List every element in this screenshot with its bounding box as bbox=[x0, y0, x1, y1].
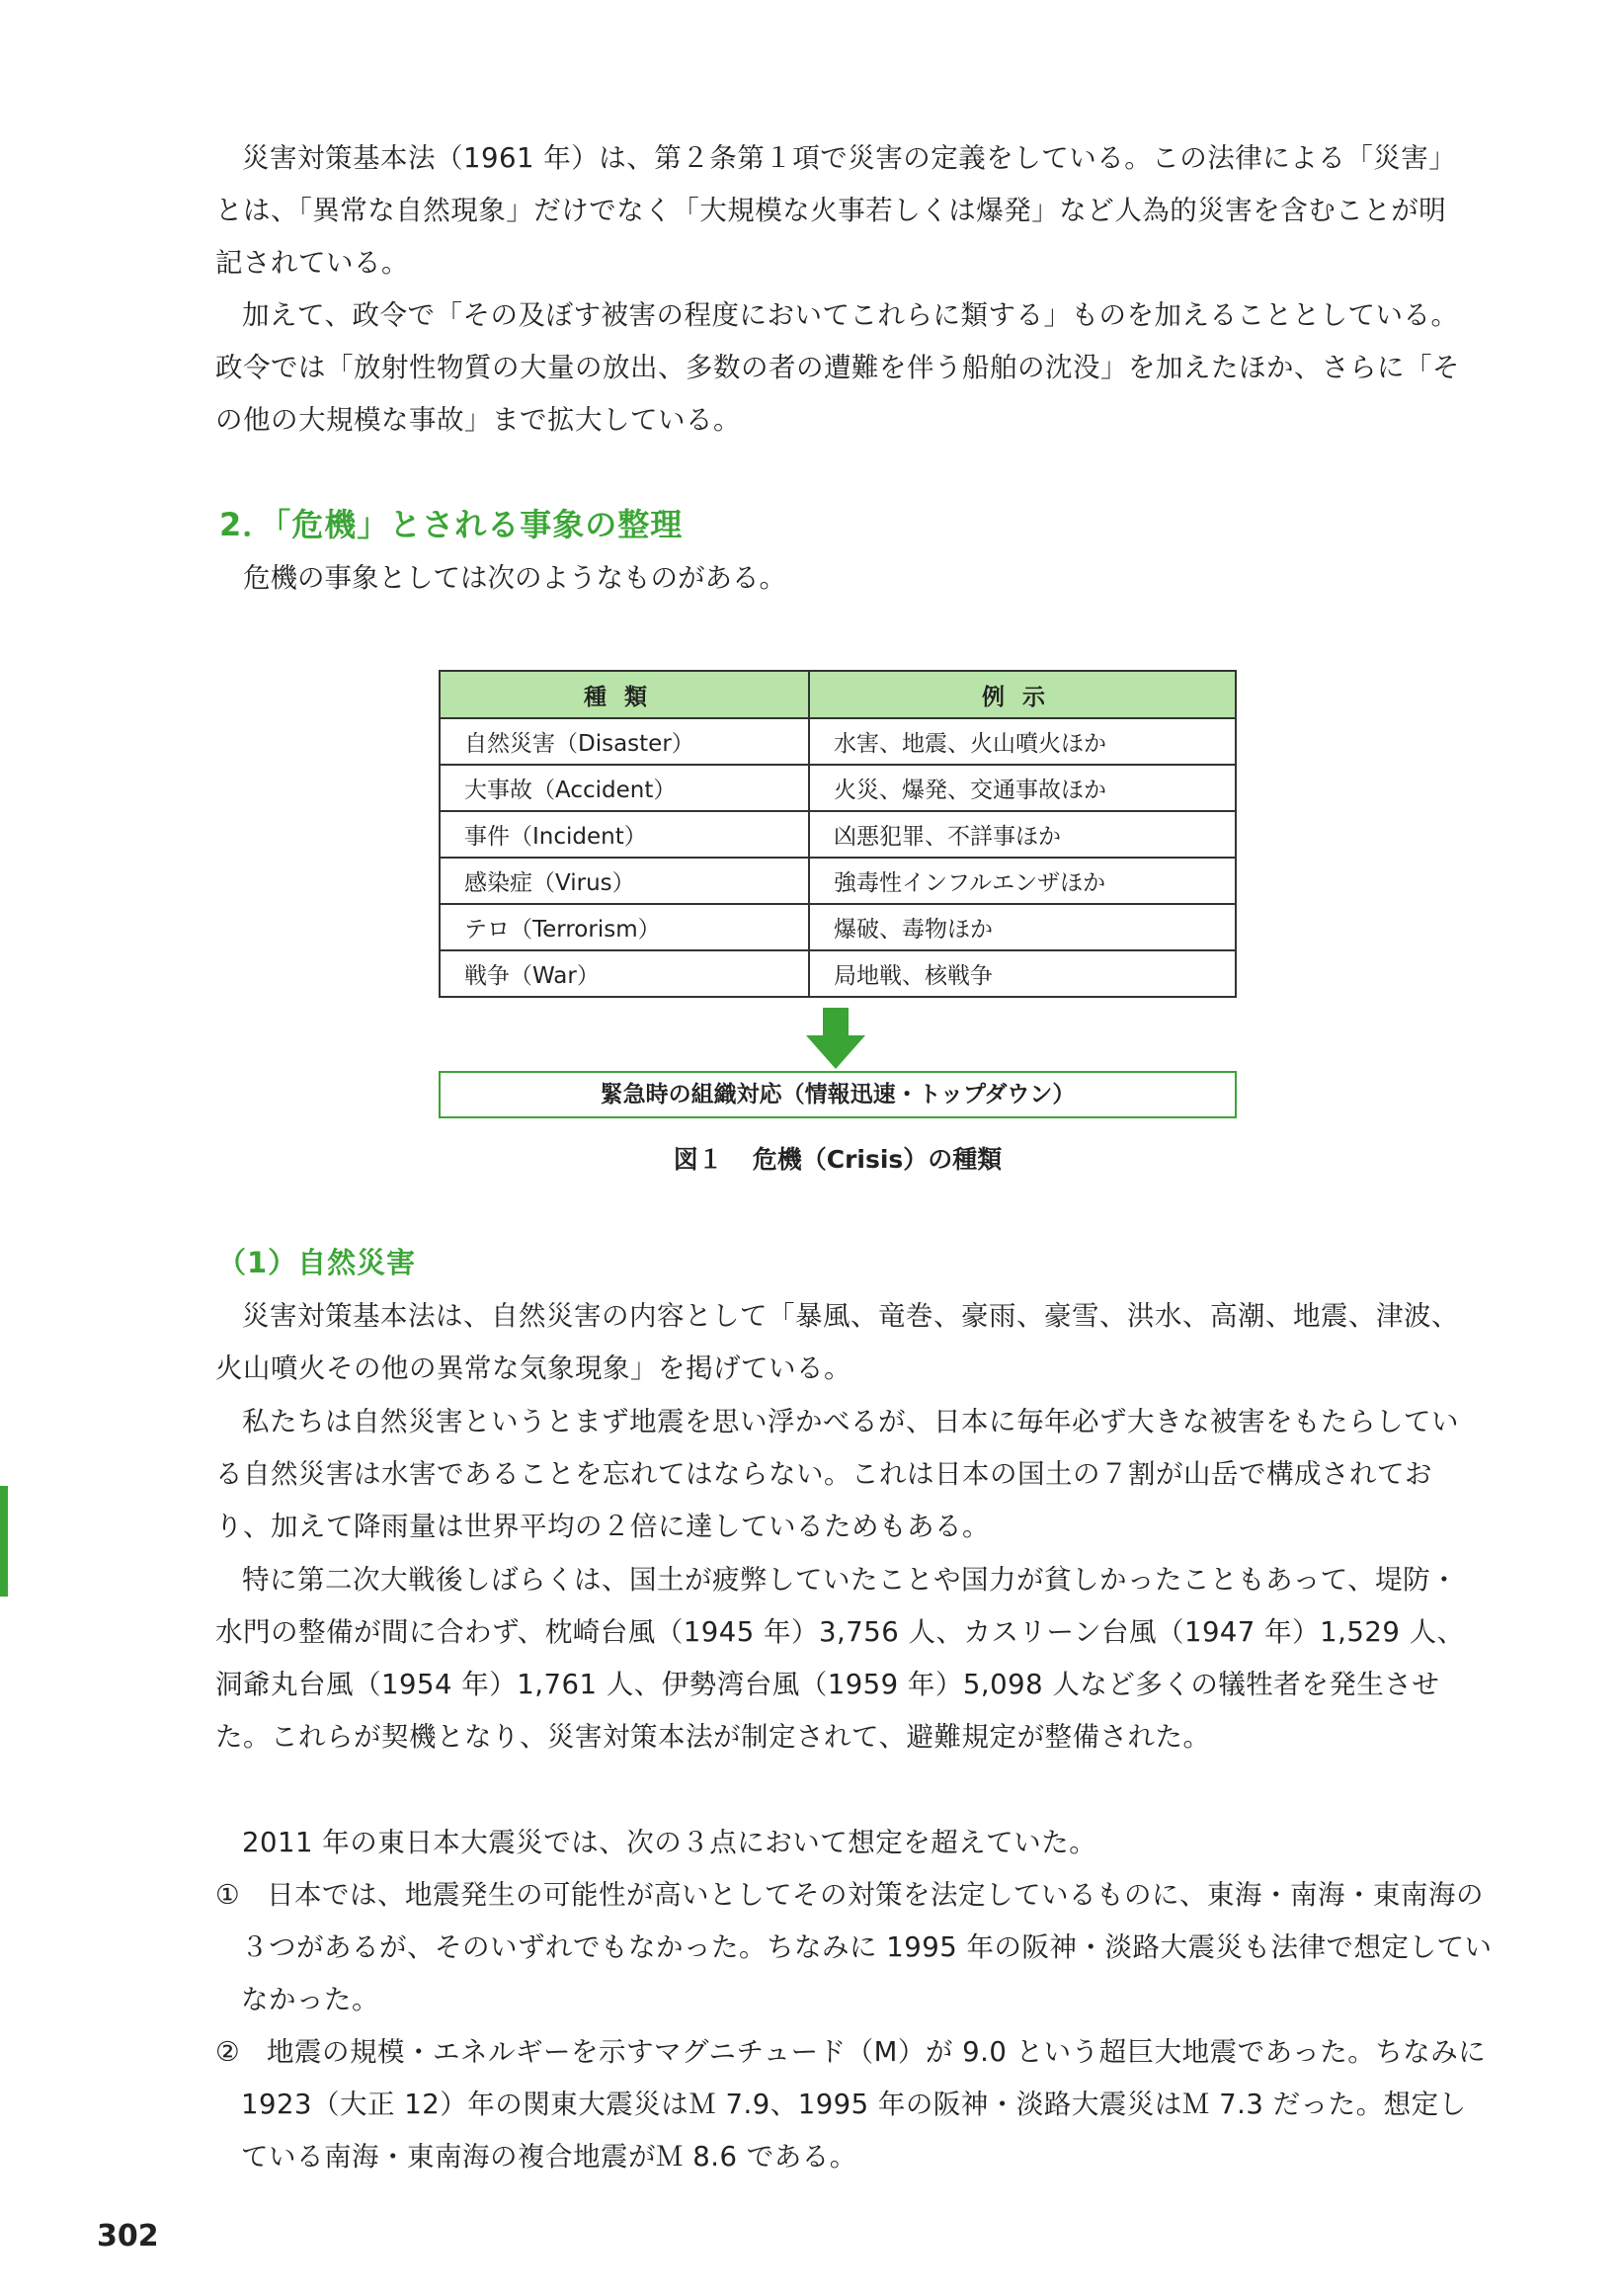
crisis-example-cell: 凶悪犯罪、不詳事ほか bbox=[809, 811, 1236, 858]
list-item-mark: ① bbox=[215, 1879, 241, 1911]
natural-disaster-paragraph-3: 特に第二次大戦後しばらくは、国土が疲弊していたことや国力が貧しかったこともあって、堤防・水門の整備が間に合わず、枕崎台風（1945 年）3,756 人、カスリーン台風（1947 年）1,529 人、洞爺丸台風（1954 年）1,761 人、伊勢湾台風（1959 年）5,098 人など多くの犠牲者を発生させた。これらが契機となり、災害対策本法が制定されて、避難規定が整備された。 bbox=[215, 1564, 1465, 1753]
list-item-mark: ② bbox=[215, 2036, 241, 2068]
crisis-type-cell: 戦争（War） bbox=[440, 950, 809, 997]
subsection-heading-natural-disasters: （1）自然災害 bbox=[217, 1246, 417, 1279]
table-header-row bbox=[440, 671, 1236, 718]
crisis-type-cell: 自然災害（Disaster） bbox=[440, 718, 809, 765]
list-item bbox=[215, 2026, 1494, 2183]
crisis-type-cell: 大事故（Accident） bbox=[440, 765, 809, 811]
emergency-response-box: 緊急時の組織対応（情報迅速・トップダウン） bbox=[439, 1071, 1237, 1118]
table-row bbox=[440, 765, 1236, 811]
natural-disaster-paragraph-2: 私たちは自然災害というとまず地震を思い浮かべるが、日本に毎年必ず大きな被害をもたらしている自然災害は水害であることを忘れてはならない。これは日本の国土の７割が山岳で構成されており、加えて降雨量は世界平均の２倍に達しているためもある。 bbox=[215, 1406, 1459, 1542]
figure-caption bbox=[0, 1140, 1620, 1176]
chapter-side-marker bbox=[0, 1486, 8, 1597]
crisis-example-cell: 爆破、毒物ほか bbox=[809, 904, 1236, 950]
figure-caption-number: 図１ bbox=[673, 1145, 723, 1174]
crisis-example-cell: 水害、地震、火山噴火ほか bbox=[809, 718, 1236, 765]
natural-disaster-paragraph-1: 災害対策基本法は、自然災害の内容として「暴風、竜巻、豪雨、豪雪、洪水、高潮、地震、津波、火山噴火その他の異常な気象現象」を掲げている。 bbox=[215, 1300, 1459, 1384]
intro-paragraph-2: 加えて、政令で「その及ぼす被害の程度においてこれらに類する」ものを加えることとしている。政令では「放射性物質の大量の放出、多数の者の遭難を伴う船舶の沈没」を加えたほか、さらに「その他の大規模な事故」まで拡大している。 bbox=[215, 299, 1460, 436]
crisis-type-cell: 事件（Incident） bbox=[440, 811, 809, 858]
table-row bbox=[440, 858, 1236, 904]
intro-paragraph-1: 災害対策基本法（1961 年）は、第２条第１項で災害の定義をしている。この法律による「災害」とは、「異常な自然現象」だけでなく「大規模な火事若しくは爆発」など人為的災害を含むことが明記されている。 bbox=[215, 142, 1457, 279]
list-item-text: 地震の規模・エネルギーを示すマグニチュード（M）が 9.0 という超巨大地震であった。ちなみに 1923（大正 12）年の関東大震災はＭ 7.9、1995 年の阪神・淡路大震災はＭ 7.3 だった。想定している南海・東南海の複合地震がＭ 8.6 である。 bbox=[241, 2036, 1487, 2173]
list-item-text: 日本では、地震発生の可能性が高いとしてその対策を法定しているものに、東海・南海・東南海の３つがあるが、そのいずれでもなかった。ちなみに 1995 年の阪神・淡路大震災も法律で想定していなかった。 bbox=[241, 1879, 1493, 2015]
table-row bbox=[440, 811, 1236, 858]
figure-caption-text: 危機（Crisis）の種類 bbox=[752, 1145, 1003, 1174]
section-heading-crisis-events: 2．「危機」とされる事象の整理 bbox=[219, 506, 684, 543]
crisis-example-cell: 局地戦、核戦争 bbox=[809, 950, 1236, 997]
section-lead-text: 危機の事象としては次のようなものがある。 bbox=[243, 562, 786, 594]
list-item bbox=[215, 1869, 1494, 2026]
header-example: 例示 bbox=[809, 671, 1236, 718]
crisis-example-cell: 強毒性インフルエンザほか bbox=[809, 858, 1236, 904]
crisis-example-cell: 火災、爆発、交通事故ほか bbox=[809, 765, 1236, 811]
down-arrow-icon bbox=[806, 1008, 865, 1069]
page-number: 302 bbox=[97, 2219, 159, 2254]
crisis-type-cell: 感染症（Virus） bbox=[440, 858, 809, 904]
header-type: 種類 bbox=[440, 671, 809, 718]
crisis-types-table bbox=[439, 670, 1237, 998]
table-row bbox=[440, 904, 1236, 950]
table-row bbox=[440, 950, 1236, 997]
natural-disaster-paragraph-4: 2011 年の東日本大震災では、次の３点において想定を超えていた。 bbox=[242, 1827, 1097, 1858]
table-row bbox=[440, 718, 1236, 765]
crisis-type-cell: テロ（Terrorism） bbox=[440, 904, 809, 950]
